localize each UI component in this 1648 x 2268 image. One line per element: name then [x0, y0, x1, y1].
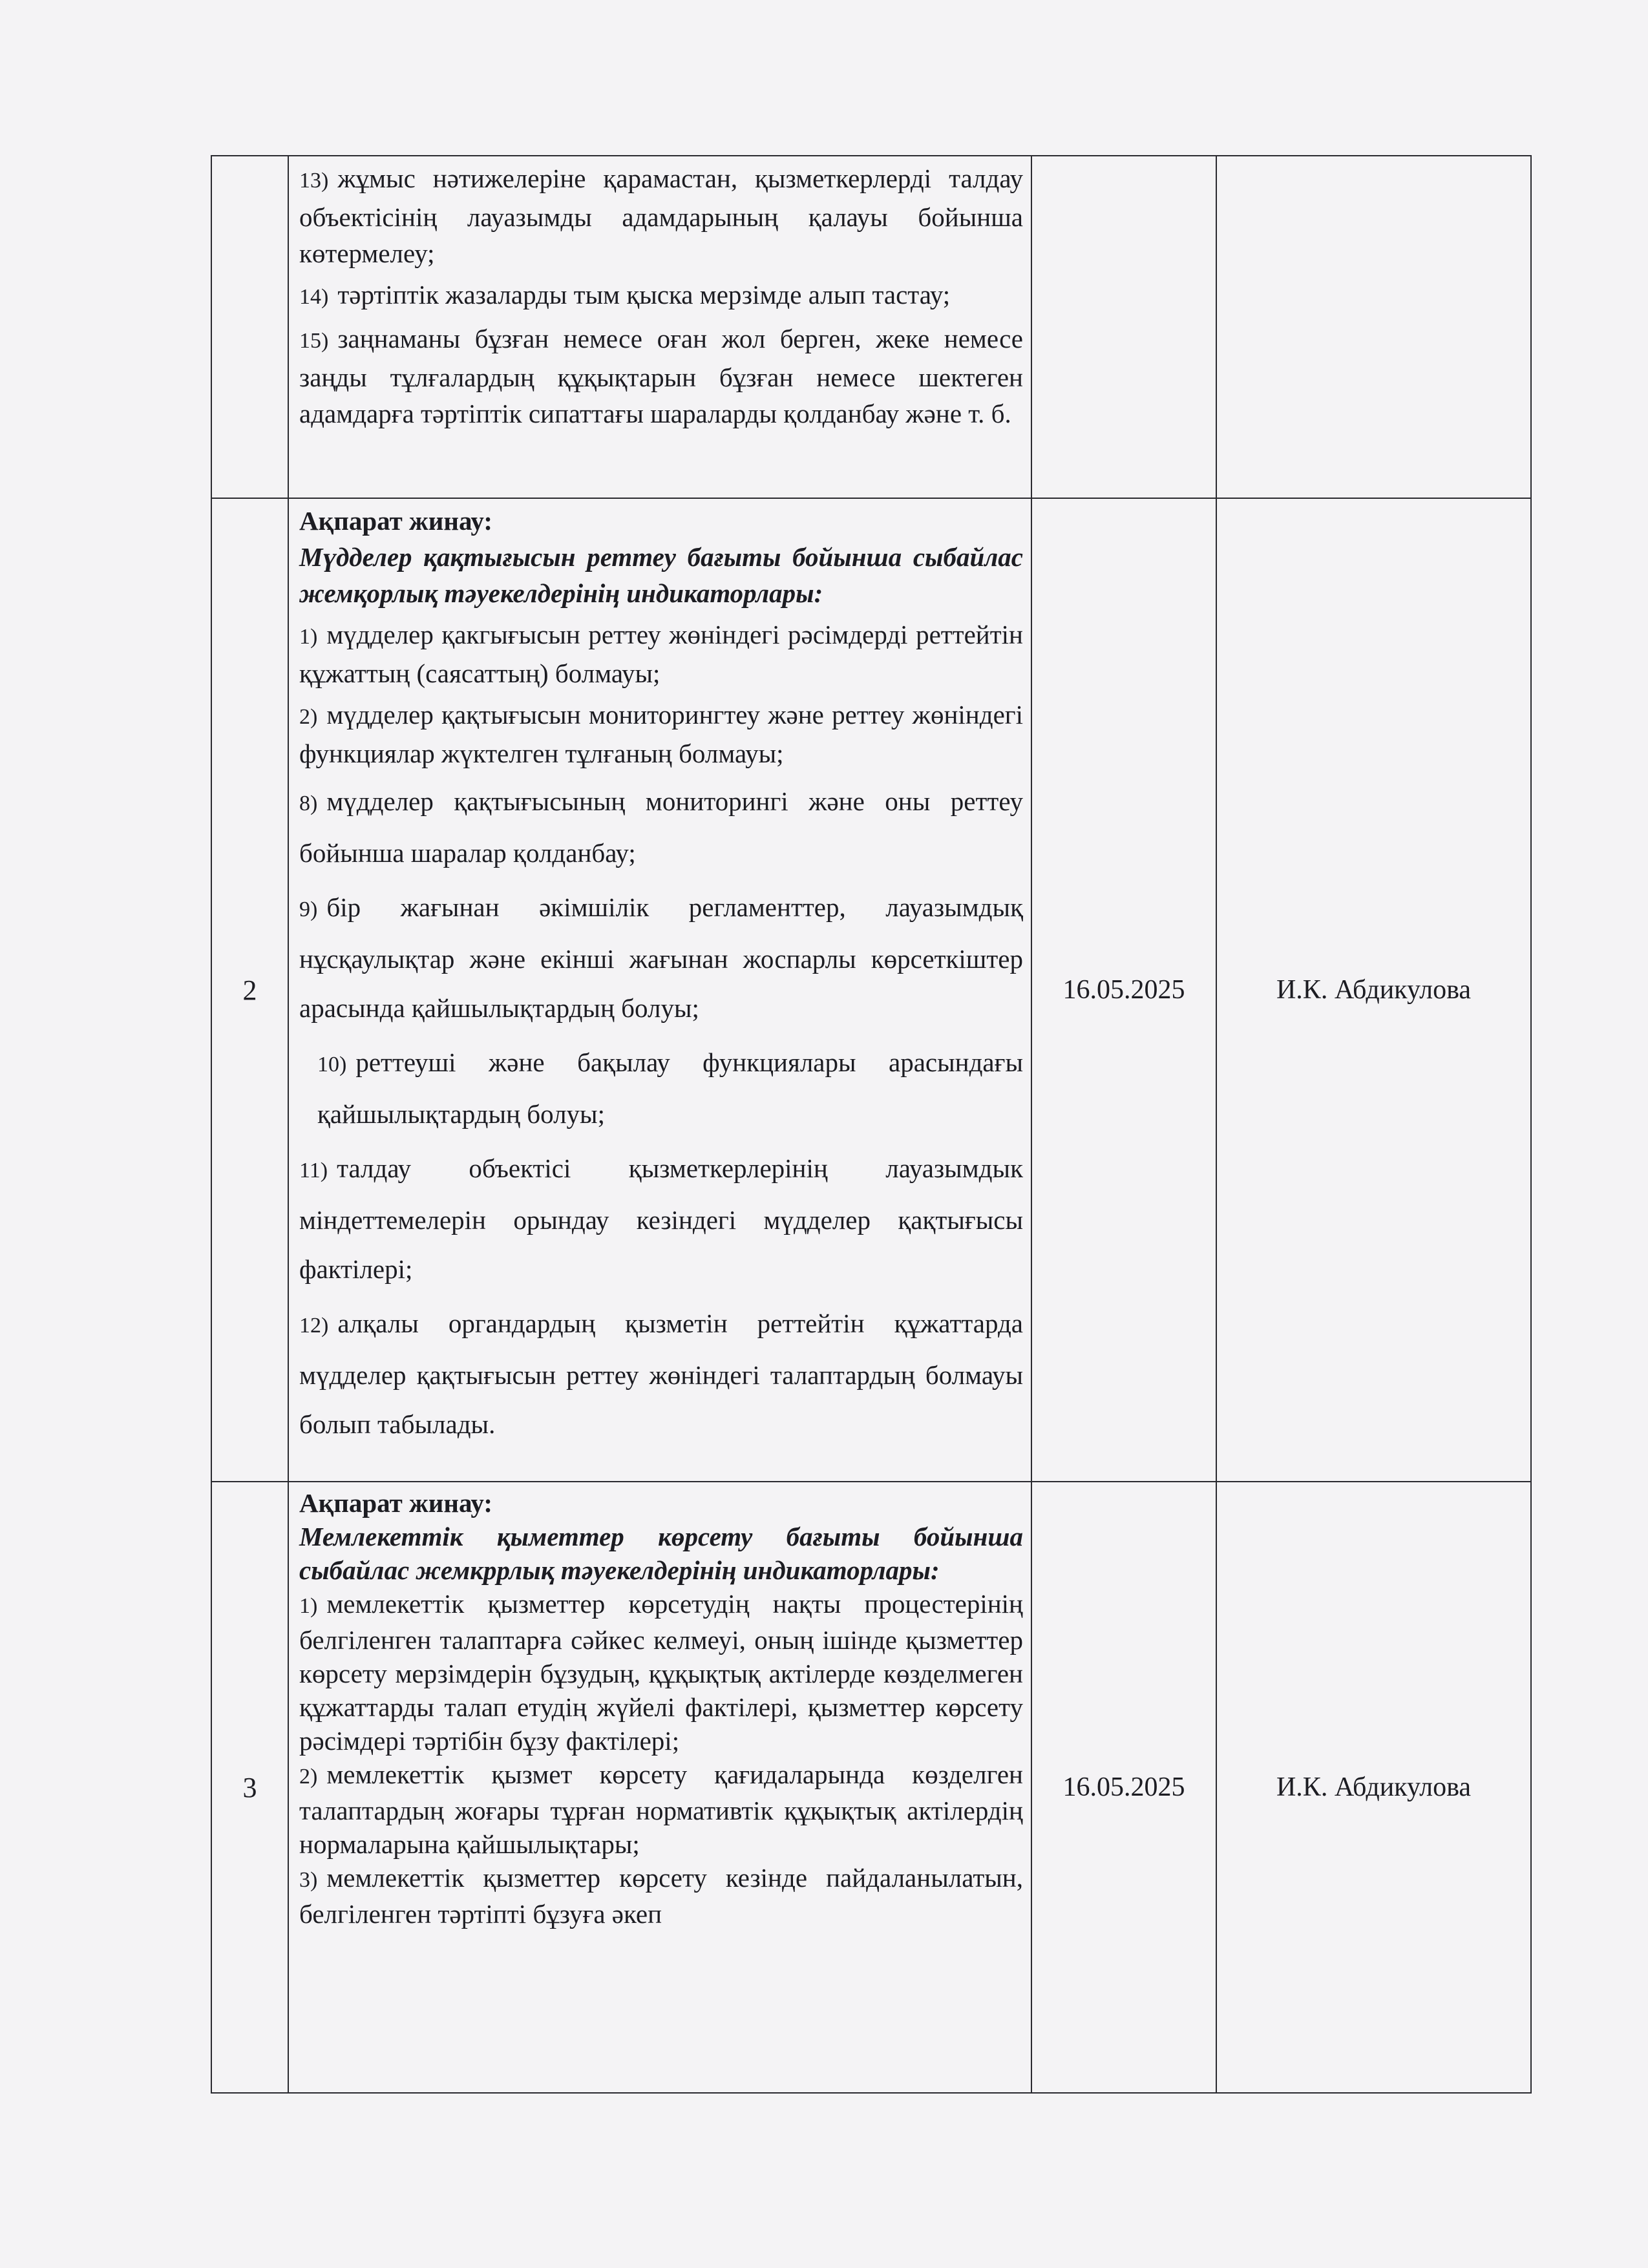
list-item: 2) мүдделер қақтығысын мониторингтеу және реттеу жөніндегі функциялар жүктелген тұлғаның болмауы; — [299, 700, 1023, 768]
list-item: 9) бір жағынан әкімшілік регламенттер, лауазымдық нұсқаулықтар және екінші жағынан жоспарлы көрсеткіштер арасында қайшылықтардың болуы; — [299, 892, 1023, 1023]
list-item: 1) мүдделер қакгығысын реттеу жөніндегі рәсімдерді реттейтін құжаттың (саясаттың) болмауы; — [299, 620, 1023, 688]
content-cell — [288, 498, 1031, 1482]
table-row — [211, 1482, 1531, 2093]
list-item: 2) мемлекеттік қызмет көрсету қағидаларында көзделген талаптардың жоғары тұрған нормативтік құқықтық актілердің нормаларына қайшылықтары; — [299, 1759, 1023, 1859]
list-item: 3) мемлекеттік қызметтер көрсету кезінде пайдаланылатын, белгіленген тәртіпті бұзуға әкеп — [299, 1863, 1023, 1929]
row-number-cell — [211, 156, 288, 498]
table-row — [211, 156, 1531, 498]
list-item: 14) тәртіптік жазаларды тым қыска мерзімде алып тастау; — [299, 280, 951, 310]
responsible-cell: И.К. Абдикулова — [1216, 1482, 1531, 2093]
list-item: 1) мемлекеттік қызметтер көрсетудің нақты процестерінің белгіленген талаптарға сәйкес келмеуі, оның ішінде қызметтер көрсету мерзімдерін бұзудың, құқықтық актілерде көзделмеген құжаттарды талап етудің жүйелі фактілері, қызметтер көрсету рәсімдері тәртібін бұзу фактілері; — [299, 1589, 1023, 1756]
responsible-cell: И.К. Абдикулова — [1216, 498, 1531, 1482]
plan-table — [211, 155, 1532, 2094]
row-number-cell: 3 — [211, 1482, 288, 2093]
content-cell — [288, 156, 1031, 498]
list-item: 11) талдау объектісі қызметкерлерінің лауазымдык міндеттемелерін орындау кезіндегі мүдделер қақтығысы фактілері; — [299, 1153, 1023, 1284]
section-heading: Ақпарат жинау: — [299, 1488, 492, 1518]
date-cell — [1031, 156, 1216, 498]
date-cell: 16.05.2025 — [1031, 1482, 1216, 2093]
list-item: 15) заңнаманы бұзған немесе оған жол берген, жеке немесе заңды тұлғалардың құқықтарын бұзған немесе шектеген адамдарға тәртіптік сипаттағы шараларды қолданбау және т. б. — [299, 324, 1023, 428]
list-item: 10) реттеуші және бақылау функциялары арасындағы қайшылықтардың болуы; — [317, 1047, 1023, 1129]
row-number-cell: 2 — [211, 498, 288, 1482]
date-cell: 16.05.2025 — [1031, 498, 1216, 1482]
responsible-cell — [1216, 156, 1531, 498]
section-heading: Ақпарат жинау: — [299, 506, 492, 536]
list-item: 12) алқалы органдардың қызметін реттейтін құжаттарда мүдделер қақтығысын реттеу жөніндегі талаптардың болмауы болып табылады. — [299, 1308, 1023, 1439]
list-item: 13) жұмыс нәтижелеріне қарамастан, қызметкерлерді талдау объектісінің лауазымды адамдарының қалауы бойынша көтермелеу; — [299, 163, 1023, 268]
table-row — [211, 498, 1531, 1482]
section-subheading: Мемлекеттік қыметтер көрсету бағыты бойынша сыбайлас жемкррлық тәуекелдерінің индикаторлары: — [299, 1522, 1023, 1585]
content-cell — [288, 1482, 1031, 2093]
section-subheading: Мүдделер қақтығысын реттеу бағыты бойынша сыбайлас жемқорлық тәуекелдерінің индикаторлары: — [299, 542, 1023, 608]
list-item: 8) мүдделер қақтығысының мониторингі және оны реттеу бойынша шаралар қолданбау; — [299, 786, 1023, 868]
